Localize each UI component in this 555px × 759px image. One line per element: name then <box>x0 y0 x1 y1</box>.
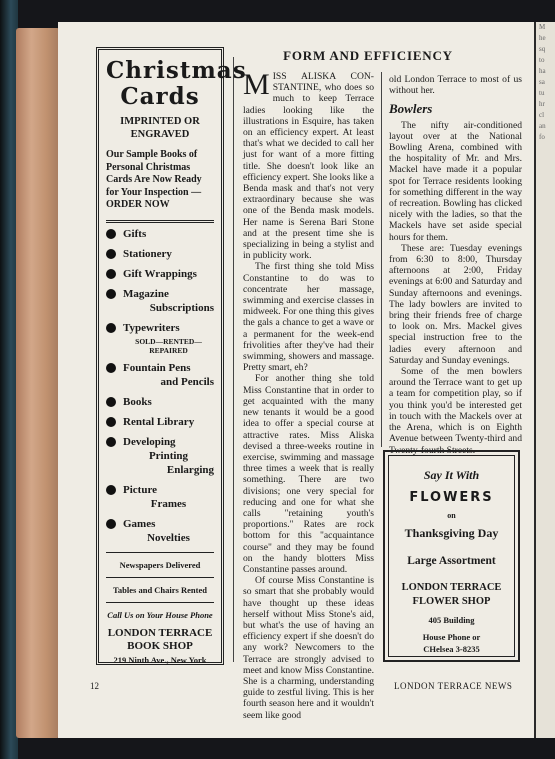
ad-item <box>106 247 214 261</box>
ad-item <box>106 267 214 281</box>
divider <box>106 220 214 223</box>
bullet-icon <box>106 229 116 239</box>
ad-title-line1: Christmas <box>106 57 247 84</box>
ad-item-label: Fountain Pens <box>123 361 191 374</box>
ad-title <box>106 57 247 110</box>
ad-delivered: Newspapers Delivered <box>119 559 201 570</box>
section-heading-bowlers: Bowlers <box>389 101 433 117</box>
ad-item <box>106 517 214 545</box>
page-number: 12 <box>90 681 99 691</box>
flower-ad-assortment: Large Assortment <box>407 555 496 567</box>
ad-item <box>106 287 214 315</box>
book-binding <box>16 28 60 738</box>
bullet-icon <box>106 485 116 495</box>
ad-item-cont: Frames <box>150 497 187 510</box>
article-lead-text: ISS ALISKA CON-STANTINE, who does so much to keep Terrace ladies looking like the illustrations in Esquire, has taken on an efficiency expert. At least that's what we decided to call her just for want of a more fitting title. She doesn't look like an efficiency expert. She looks like a Benda mask and that's not very extraordinary because she was one of the Benda mask models. Her name is Serena Bari Stone and at the present time she is specializing in being a stylist and in publicity work. <box>243 71 374 262</box>
article-paragraph: old London Terrace to most of us without her. <box>389 74 522 97</box>
bullet-icon <box>106 269 116 279</box>
flower-shop-advertisement <box>383 450 520 662</box>
publication-name: LONDON TERRACE NEWS <box>394 681 513 691</box>
ad-call: Call Us on Your House Phone <box>107 609 213 620</box>
ad-item <box>106 415 214 429</box>
ad-store-name: LONDON TERRACE BOOK SHOP <box>107 626 213 652</box>
ad-item-note: SOLD—RENTED— REPAIRED <box>135 336 202 355</box>
article-paragraph: The first thing she told Miss Constantine to do was to concentrate her massage, swimming and exercise classes in midweek. For one thing this gives the gals a chance to get a wave or a permanent for the week-end frivolities after they've had their swimming, showers and massage. Pretty smart, eh? <box>243 261 374 374</box>
bullet-icon <box>106 417 116 427</box>
bullet-icon <box>106 397 116 407</box>
ad-item-label: Gift Wrappings <box>123 267 197 280</box>
ad-item-cont: Subscriptions <box>149 301 214 314</box>
ad-item-cont: Printing <box>148 449 189 462</box>
ad-item <box>106 483 214 511</box>
next-page-edge: M he sq to ha sa tu hr cl an fo <box>534 22 555 738</box>
bullet-icon <box>106 519 116 529</box>
flower-ad-building: 405 Building <box>428 615 475 625</box>
ad-item-cont: Enlarging <box>166 463 214 476</box>
ad-item-label: Typewriters <box>123 321 180 334</box>
ad-item <box>106 395 214 409</box>
ad-item-label: Magazine <box>123 287 169 300</box>
article-column-2 <box>389 74 522 456</box>
bookshop-advertisement <box>96 47 247 665</box>
ad-item-label: Gifts <box>123 227 147 240</box>
flower-ad-on: on <box>447 511 456 520</box>
article-paragraph: These are: Tuesday evenings from 6:30 to 8:00, Thursday afternoons at 2:00, Friday evenings at 6:00 and Saturday and Sunday afternoons and evenings. The lady bowlers are invited to bring their friends free of charge to look on. Mrs. Mackel gives special instruction free to the ladies every afternoon and Saturday and Sunday evenings. <box>389 242 522 366</box>
divider <box>106 602 214 603</box>
drop-cap: M <box>243 68 270 101</box>
ad-item <box>106 361 214 389</box>
ad-item-list <box>106 227 214 545</box>
ad-title-line2: Cards <box>120 83 200 110</box>
flower-ad-inner <box>388 455 515 657</box>
flower-ad-chelsea: CHelsea 3-8235 <box>423 644 480 654</box>
ad-item <box>106 227 214 241</box>
ad-item <box>106 435 214 477</box>
bullet-icon <box>106 363 116 373</box>
article-paragraph: Of course Miss Constantine is so smart that she probably would have thought up these ideas herself without Miss Stone's aid, but what's the use of having an efficiency expert if she doesn't do any work? Newcomers to the Terrace are strongly advised to meet and know Miss Constantine. She is a charming, understanding guide to zestful living. This is her fourth season here and it wouldn't seem like good <box>243 575 374 721</box>
ad-address: 219 Ninth Ave., New York <box>113 654 207 665</box>
column-rule <box>381 72 382 447</box>
divider <box>106 577 214 578</box>
ad-sample-text: Our Sample Books of Personal Christmas Cards Are Now Ready for Your Inspection — ORDER NOW <box>106 149 202 210</box>
ad-item-label: Games <box>123 517 156 530</box>
page-header: FORM AND EFFICIENCY <box>283 48 453 63</box>
ad-item-label: Stationery <box>123 247 172 260</box>
ad-item-label: Developing <box>123 435 176 448</box>
ad-item <box>106 321 214 355</box>
flower-ad-day: Thanksgiving Day <box>404 526 499 540</box>
article-lead <box>243 68 374 262</box>
flower-ad-flowers: FLOWERS <box>409 490 494 505</box>
bullet-icon <box>106 323 116 333</box>
flower-ad-say: Say It With <box>423 468 480 482</box>
divider <box>106 552 214 553</box>
ad-item-label: Books <box>123 395 152 408</box>
flower-ad-store: LONDON TERRACE FLOWER SHOP <box>401 582 502 607</box>
ad-tables: Tables and Chairs Rented <box>113 584 207 595</box>
bullet-icon <box>106 289 116 299</box>
article-paragraph: For another thing she told Miss Constantine that in order to get acquainted with the many new tenants it would be a good idea to offer a special course at attractive rates. Miss Aliska devised a three-weeks routine in exercise, swimming and massage three times a week that is really something. There are two divisions; one very special for reducing and one for what she calls "retaining youth's proportions." Rates are rock bottom for this "acquaintance course" and they may be found on the handy blotters Miss Constantine passes around. <box>243 373 374 575</box>
bullet-icon <box>106 249 116 259</box>
ad-item-label: Rental Library <box>123 415 195 428</box>
ad-item-cont: and Pencils <box>160 375 214 388</box>
article-column-1 <box>243 68 374 721</box>
article-paragraph: Some of the men bowlers around the Terrace want to get up a team for competition play, so if you think you'd be interested get in touch with the Mackels over at the Arena, which is on Eighth Avenue between Twenty-third and Twenty-fourth Streets. <box>389 366 522 456</box>
flower-ad-phone: House Phone or <box>422 632 481 642</box>
bullet-icon <box>106 437 116 447</box>
ad-item-label: Picture <box>123 483 158 496</box>
ad-item-cont: Novelties <box>147 531 190 544</box>
article-paragraph: The nifty air-conditioned layout over at the National Bowling Arena, combined with the hospitality of Mr. and Mrs. Mackel have made it a popular spot for Terrace residents looking for something different in the way of recreation. Bowling has clicked nicely with the ladies, so that the Mackels have set aside special hours for them. <box>389 119 522 243</box>
ad-subtitle: IMPRINTED OR ENGRAVED <box>120 116 200 140</box>
column-rule <box>233 57 234 662</box>
